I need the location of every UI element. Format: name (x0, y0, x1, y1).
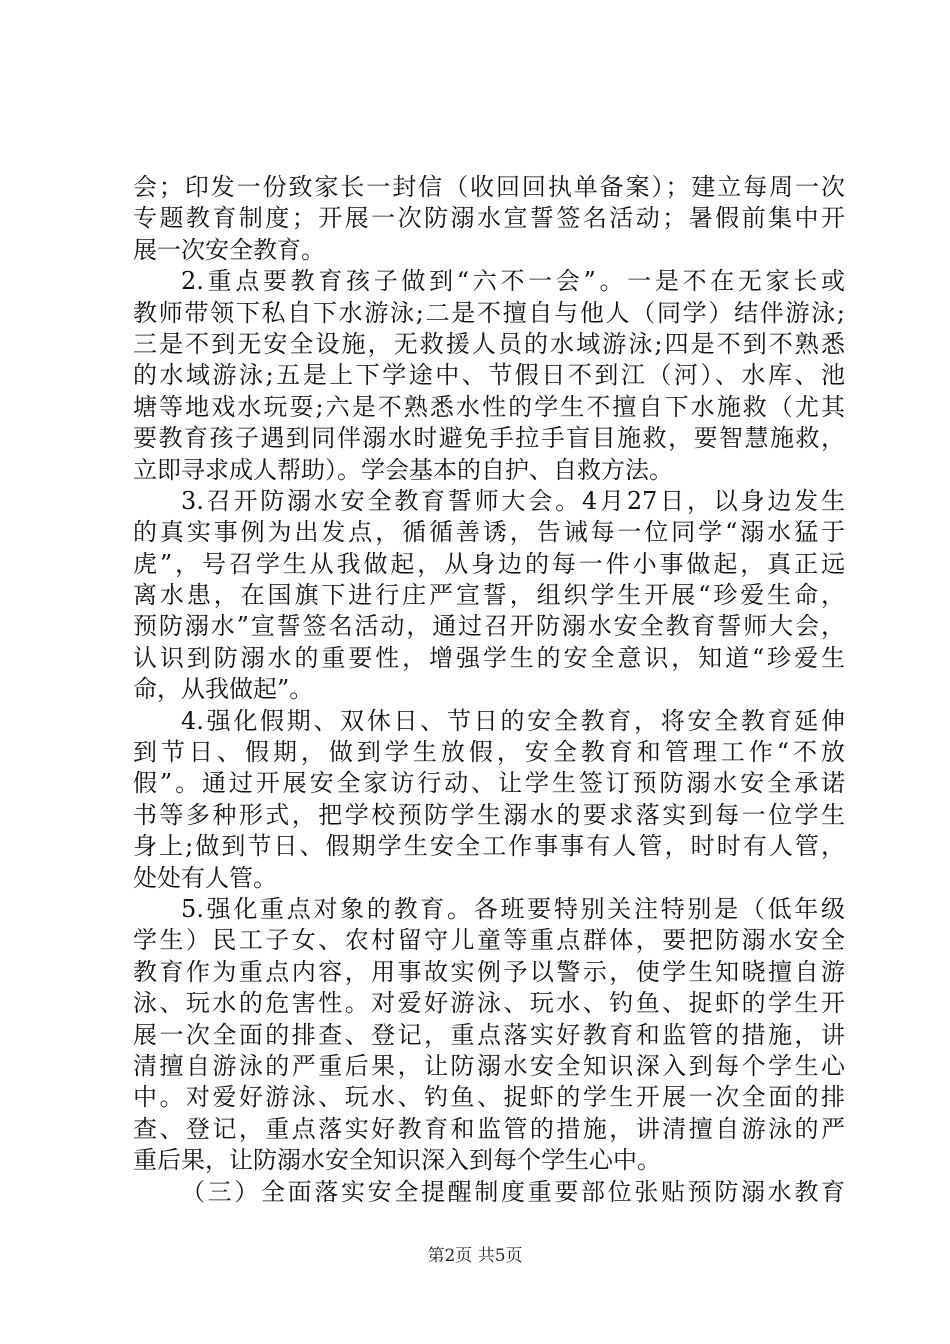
text-line: 泳、玩水的危害性。对爱好游泳、玩水、钓鱼、捉虾的学生开 (133, 989, 845, 1018)
text-line: 虎”，号召学生从我做起，从身边的每一件小事做起，真正远 (133, 549, 845, 578)
text-line: 要教育孩子遇到同伴溺水时避免手拉手盲目施救，要智慧施救， (133, 424, 845, 453)
text-line: 塘等地戏水玩耍;六是不熟悉水性的学生不擅自下水施救（尤其 (133, 392, 845, 421)
text-line: 立即寻求成人帮助）。学会基本的自护、自救方法。 (133, 455, 673, 484)
text-line: 三是不到无安全设施，无救援人员的水域游泳;四是不到不熟悉 (133, 329, 845, 358)
text-line: 重后果，让防溺水安全知识深入到每个学生心中。 (133, 1146, 661, 1175)
text-line: 离水患，在国旗下进行庄严宣誓，组织学生开展“珍爱生命， (133, 581, 845, 610)
text-line: 假”。通过开展安全家访行动、让学生签订预防溺水安全承诺 (133, 769, 845, 798)
text-line: 身上;做到节日、假期学生安全工作事事有人管，时时有人管， (133, 832, 845, 861)
text-line: 展一次全面的排查、登记，重点落实好教育和监管的措施，讲 (133, 1020, 845, 1049)
text-line: 的真实事例为出发点，循循善诱，告诫每一位同学“溺水猛于 (133, 518, 845, 547)
text-line: 5.强化重点对象的教育。各班要特别关注特别是（低年级 (181, 894, 845, 923)
text-line: （三）全面落实安全提醒制度重要部位张贴预防溺水教育 (181, 1177, 845, 1206)
text-line: 到节日、假期，做到学生放假，安全教育和管理工作“不放 (133, 738, 845, 767)
text-line: 专题教育制度；开展一次防溺水宣誓签名活动；暑假前集中开 (133, 204, 845, 233)
text-line: 处处有人管。 (133, 863, 277, 892)
document-body (133, 172, 845, 1208)
text-line: 会；印发一份致家长一封信（收回回执单备案）；建立每周一次 (133, 173, 845, 201)
text-line: 查、登记，重点落实好教育和监管的措施，讲清擅自游泳的严 (133, 1114, 845, 1143)
text-line: 展一次安全教育。 (133, 235, 325, 264)
text-line: 中。对爱好游泳、玩水、钓鱼、捉虾的学生开展一次全面的排 (133, 1083, 845, 1112)
text-line: 3.召开防溺水安全教育誓师大会。4月27日，以身边发生 (181, 486, 845, 515)
text-line: 学生）民工子女、农村留守儿童等重点群体，要把防溺水安全 (133, 926, 845, 955)
text-line: 的水域游泳;五是上下学途中、节假日不到江（河）、水库、池 (133, 361, 845, 390)
text-line: 教育作为重点内容，用事故实例予以警示，使学生知晓擅自游 (133, 957, 845, 986)
text-line: 预防溺水”宣誓签名活动，通过召开防溺水安全教育誓师大会， (133, 612, 845, 641)
page-number-footer: 第2页 共5页 (427, 1246, 523, 1266)
text-line: 书等多种形式，把学校预防学生溺水的要求落实到每一位学生 (133, 800, 845, 829)
text-line: 认识到防溺水的重要性，增强学生的安全意识，知道“珍爱生 (133, 643, 845, 672)
text-line: 命，从我做起”。 (133, 675, 314, 704)
text-line: 教师带领下私自下水游泳;二是不擅自与他人（同学）结伴游泳; (133, 298, 845, 327)
text-line: 4.强化假期、双休日、节日的安全教育，将安全教育延伸 (181, 706, 845, 735)
text-line: 2.重点要教育孩子做到“六不一会”。一是不在无家长或 (181, 267, 845, 296)
text-line: 清擅自游泳的严重后果，让防溺水安全知识深入到每个学生心 (133, 1051, 845, 1080)
